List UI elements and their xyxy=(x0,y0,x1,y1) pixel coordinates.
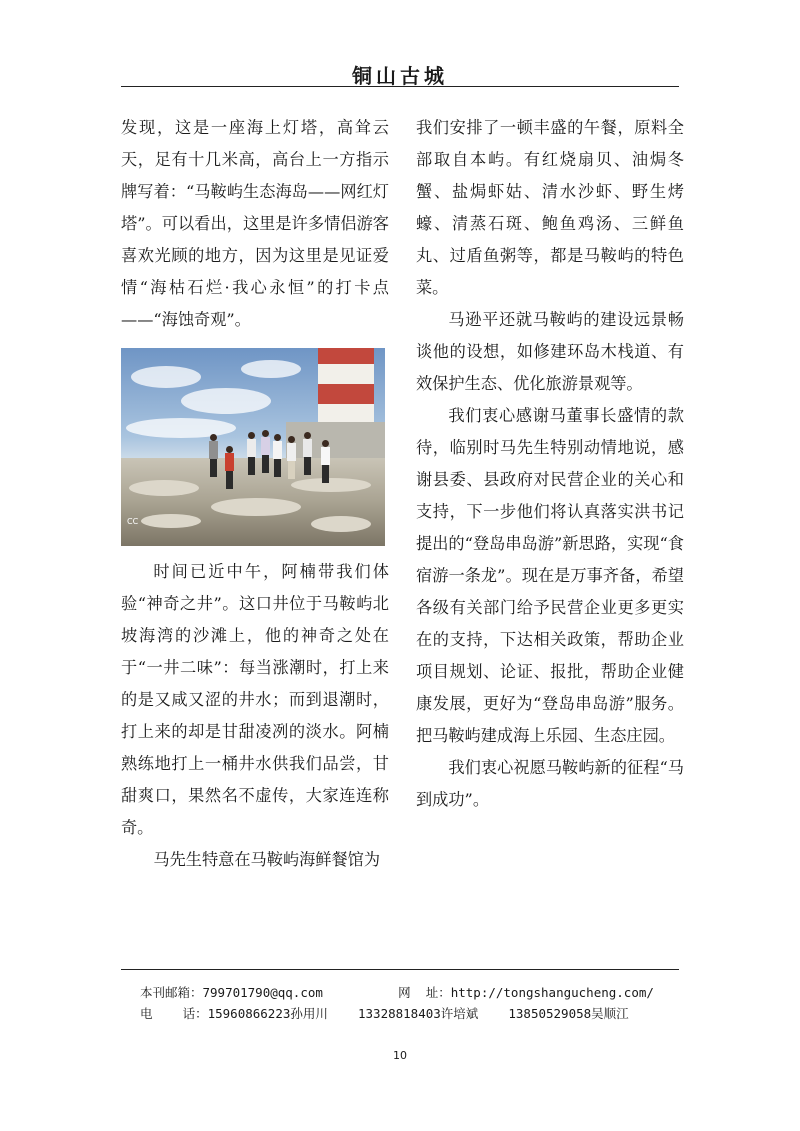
paragraph-blessing: 我们衷心祝愿马鞍屿新的征程“马到成功”。 xyxy=(416,758,684,809)
header-divider xyxy=(121,86,679,87)
paragraph-lunch-start: 马先生特意在马鞍屿海鲜餐馆为 xyxy=(153,850,381,869)
photo-watermark-icon: CC xyxy=(127,517,139,526)
left-column xyxy=(121,112,389,876)
footer-phones: 电 话：15960866223孙用川 13328818403许培斌 13850529058吴顺江 xyxy=(140,1006,629,1021)
group-photo-lighthouse xyxy=(121,348,385,546)
paragraph-vision: 马逊平还就马鞍屿的建设远景畅谈他的设想，如修建环岛木栈道、有效保护生态、优化旅游景观等。 xyxy=(416,310,684,393)
paragraph-thanks: 我们衷心感谢马董事长盛情的款待，临别时马先生特别动情地说，感谢县委、县政府对民营企业的关心和支持，下一步他们将认真落实洪书记提出的“登岛串岛游”新思路，实现“食宿游一条龙”。现在是万事齐备，希望各级有关部门给予民营企业更多更实在的支持，下达相关政策，帮助企业项目规划、论证、报批，帮助企业健康发展，更好为“登岛串岛游”服务。把马鞍屿建成海上乐园、生态庄园。 xyxy=(416,406,684,745)
right-column xyxy=(416,112,684,816)
footer-email-website: 本刊邮箱：799701790@qq.com 网 址：http://tongshangucheng.com/ xyxy=(140,985,654,1000)
footer-divider xyxy=(121,969,679,970)
paragraph-magic-well: 时间已近中午，阿楠带我们体验“神奇之井”。这口井位于马鞍屿北坡海湾的沙滩上，他的神奇之处在于“一井二味”：每当涨潮时，打上来的是又咸又涩的井水；而到退潮时，打上来的却是甘甜凌冽的淡水。阿楠熟练地打上一桶井水供我们品尝，甘甜爽口，果然名不虚传，大家连连称奇。 xyxy=(121,562,389,837)
magazine-title: 铜山古城 xyxy=(352,64,448,88)
page-number: 10 xyxy=(393,1049,407,1062)
paragraph-lighthouse: 发现，这是一座海上灯塔，高耸云天，足有十几米高，高台上一方指示牌写着：“马鞍屿生态海岛——网红灯塔”。可以看出，这里是许多情侣游客喜欢光顾的地方，因为这里是见证爱情“海枯石烂·我心永恒”的打卡点——“海蚀奇观”。 xyxy=(121,118,389,329)
paragraph-lunch-menu: 我们安排了一顿丰盛的午餐，原料全部取自本屿。有红烧扇贝、油焗冬蟹、盐焗虾姑、清水沙虾、野生烤蠔、清蒸石斑、鲍鱼鸡汤、三鲜鱼丸、过盾鱼粥等，都是马鞍屿的特色菜。 xyxy=(416,118,684,297)
